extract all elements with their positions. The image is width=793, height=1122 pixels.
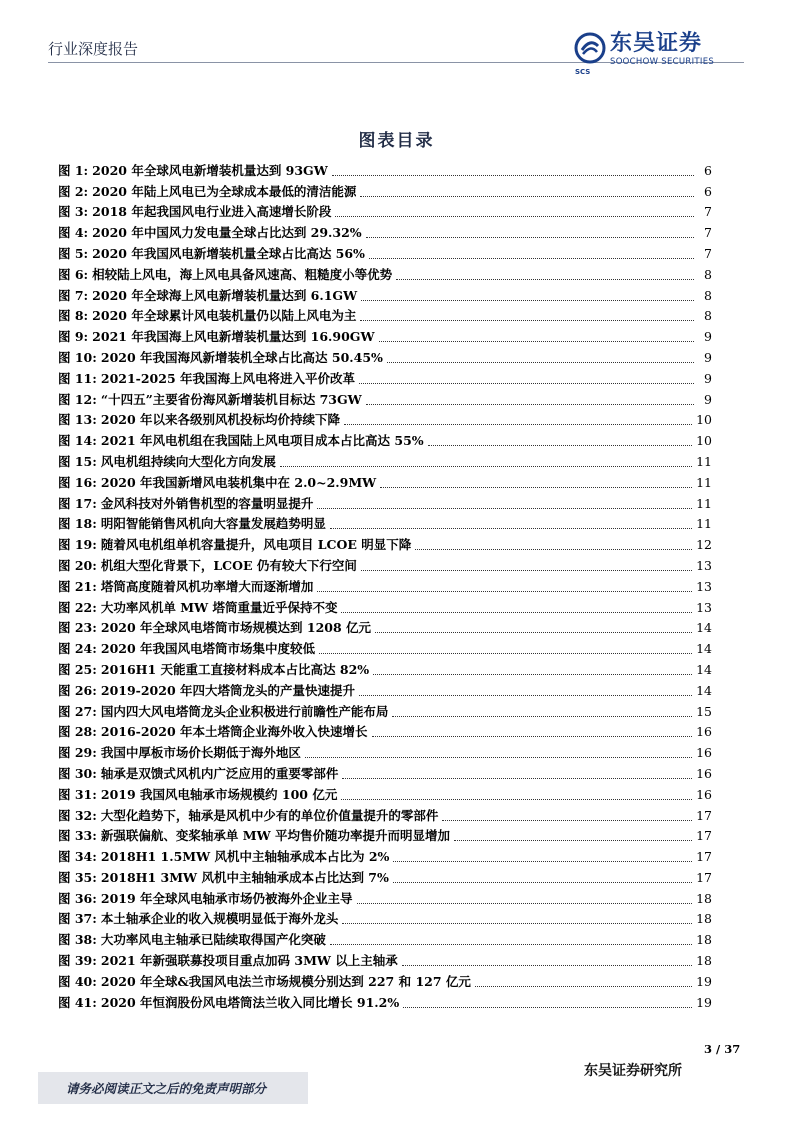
- toc-dot-leader: [317, 591, 692, 592]
- toc-entry-caption: 塔筒高度随着风机功率增大而逐渐增加: [100, 578, 314, 594]
- toc-dot-leader: [392, 716, 692, 717]
- toc-entry-page: 18: [696, 953, 712, 969]
- toc-entry-page: 17: [696, 869, 712, 885]
- figure-list: [58, 158, 712, 1011]
- toc-entry-caption: 2020 年全球风电新增装机量达到 93GW: [92, 162, 328, 178]
- toc-entry-caption: 随着风电机组单机容量提升，风电项目 LCOE 明显下降: [100, 537, 412, 553]
- toc-dot-leader: [403, 1007, 692, 1008]
- toc-entry-label: 图 18:: [58, 516, 97, 532]
- toc-entry-caption: “十四五”主要省份海风新增装机目标达 73GW: [100, 391, 362, 407]
- toc-entry-caption: 2019 我国风电轴承市场规模约 100 亿元: [100, 786, 338, 802]
- toc-entry[interactable]: [58, 220, 712, 241]
- toc-entry-caption: 2019 年全球风电轴承市场仍被海外企业主导: [100, 890, 353, 906]
- toc-entry-label: 图 30:: [58, 765, 97, 781]
- toc-entry[interactable]: [58, 449, 712, 470]
- toc-entry[interactable]: [58, 241, 712, 262]
- toc-entry-page: 18: [696, 890, 712, 906]
- toc-entry[interactable]: [58, 927, 712, 948]
- toc-dot-leader: [372, 736, 693, 737]
- toc-entry-label: 图 27:: [58, 703, 97, 719]
- toc-dot-leader: [341, 799, 692, 800]
- toc-entry-page: 19: [696, 994, 712, 1010]
- toc-entry[interactable]: [58, 345, 712, 366]
- toc-entry[interactable]: [58, 262, 712, 283]
- toc-dot-leader: [379, 341, 694, 342]
- toc-entry[interactable]: [58, 657, 712, 678]
- toc-entry-page: 11: [696, 516, 712, 532]
- toc-entry-caption: 机组大型化背景下，LCOE 仍有较大下行空间: [100, 557, 357, 573]
- toc-entry-label: 图 17:: [58, 495, 97, 511]
- company-logo: [574, 31, 715, 76]
- toc-entry-page: 16: [696, 745, 712, 761]
- toc-entry-label: 图 32:: [58, 807, 97, 823]
- toc-entry-label: 图 41:: [58, 994, 97, 1010]
- toc-entry-page: 11: [696, 495, 712, 511]
- toc-entry-page: 10: [696, 433, 712, 449]
- toc-entry[interactable]: [58, 740, 712, 761]
- toc-entry-caption: 2020 年以来各级别风机投标均价持续下降: [100, 412, 341, 428]
- toc-entry-page: 7: [704, 225, 712, 241]
- toc-entry-label: 图 8:: [58, 308, 89, 324]
- toc-entry-label: 图 2:: [58, 183, 89, 199]
- report-type-label: 行业深度报告: [48, 40, 139, 58]
- toc-entry[interactable]: [58, 595, 712, 616]
- toc-entry-caption: 大功率风机单 MW 塔筒重量近乎保持不变: [100, 599, 338, 615]
- toc-entry-caption: 2020 年全球风电塔筒市场规模达到 1208 亿元: [100, 620, 372, 636]
- toc-entry[interactable]: [58, 387, 712, 408]
- logo-chinese-name: 东吴证券: [610, 31, 703, 56]
- toc-entry[interactable]: [58, 470, 712, 491]
- toc-dot-leader: [415, 549, 692, 550]
- toc-entry[interactable]: [58, 636, 712, 657]
- toc-entry[interactable]: [58, 512, 712, 533]
- toc-entry[interactable]: [58, 158, 712, 179]
- toc-entry-caption: 2021 年风电机组在我国陆上风电项目成本占比高达 55%: [100, 433, 424, 449]
- toc-entry-page: 7: [704, 245, 712, 261]
- toc-dot-leader: [359, 695, 692, 696]
- logo-english-name: SOOCHOW SECURITIES: [610, 57, 715, 67]
- toc-entry-page: 9: [704, 349, 712, 365]
- toc-entry-page: 19: [696, 973, 712, 989]
- toc-entry-caption: 新强联偏航、变桨轴承单 MW 平均售价随功率提升而明显增加: [100, 828, 450, 844]
- toc-entry-label: 图 40:: [58, 973, 97, 989]
- toc-entry[interactable]: [58, 865, 712, 886]
- toc-dot-leader: [317, 508, 692, 509]
- toc-entry-caption: 2021 年我国海上风电新增装机量达到 16.90GW: [92, 329, 375, 345]
- footer-disclaimer: 请务必阅读正文之后的免责声明部分: [66, 1081, 267, 1096]
- toc-dot-leader: [454, 840, 692, 841]
- page-indicator: 3 / 37: [704, 1042, 741, 1056]
- toc-entry-caption: 2016H1 天能重工直接材料成本占比高达 82%: [100, 661, 370, 677]
- toc-dot-leader: [344, 424, 692, 425]
- toc-entry-page: 15: [696, 703, 712, 719]
- toc-dot-leader: [366, 404, 694, 405]
- toc-dot-leader: [357, 903, 693, 904]
- toc-dot-leader: [369, 258, 694, 259]
- toc-dot-leader: [330, 528, 692, 529]
- toc-entry-caption: 相较陆上风电，海上风电具备风速高、粗糙度小等优势: [92, 266, 393, 282]
- toc-entry-label: 图 29:: [58, 745, 97, 761]
- toc-dot-leader: [359, 383, 694, 384]
- toc-entry-page: 14: [696, 641, 712, 657]
- toc-entry-label: 图 15:: [58, 453, 97, 469]
- toc-entry-page: 6: [704, 183, 712, 199]
- toc-dot-leader: [341, 612, 692, 613]
- toc-entry-label: 图 38:: [58, 932, 97, 948]
- toc-entry-caption: 本土轴承企业的收入规模明显低于海外龙头: [100, 911, 339, 927]
- toc-entry-label: 图 37:: [58, 911, 97, 927]
- toc-entry-label: 图 10:: [58, 349, 97, 365]
- toc-dot-leader: [393, 882, 692, 883]
- toc-entry-page: 13: [696, 599, 712, 615]
- toc-entry-page: 7: [704, 204, 712, 220]
- toc-dot-leader: [380, 487, 692, 488]
- toc-dot-leader: [393, 861, 692, 862]
- toc-entry[interactable]: [58, 304, 712, 325]
- toc-entry-page: 18: [696, 911, 712, 927]
- toc-dot-leader: [360, 320, 694, 321]
- toc-entry-label: 图 26:: [58, 682, 97, 698]
- toc-dot-leader: [387, 362, 694, 363]
- footer-organization: 东吴证券研究所: [584, 1063, 682, 1079]
- toc-entry[interactable]: [58, 844, 712, 865]
- toc-entry[interactable]: [58, 574, 712, 595]
- toc-entry-label: 图 6:: [58, 266, 89, 282]
- toc-entry[interactable]: [58, 678, 712, 699]
- toc-entry-caption: 2020 年我国海风新增装机全球占比高达 50.45%: [100, 349, 383, 365]
- toc-entry-label: 图 36:: [58, 890, 97, 906]
- toc-entry-caption: 2020 年恒润股份风电塔筒法兰收入同比增长 91.2%: [100, 994, 400, 1010]
- toc-entry[interactable]: [58, 408, 712, 429]
- toc-dot-leader: [373, 674, 692, 675]
- toc-entry[interactable]: [58, 886, 712, 907]
- toc-entry-page: 11: [696, 474, 712, 490]
- toc-entry[interactable]: [58, 782, 712, 803]
- toc-title: 图表目录: [358, 131, 435, 151]
- toc-entry-page: 17: [696, 828, 712, 844]
- toc-entry[interactable]: [58, 324, 712, 345]
- toc-entry-page: 8: [704, 266, 712, 282]
- toc-entry-label: 图 28:: [58, 724, 97, 740]
- toc-dot-leader: [335, 216, 694, 217]
- toc-entry-page: 9: [704, 329, 712, 345]
- toc-entry-caption: 2020 年全球累计风电装机量仍以陆上风电为主: [92, 308, 357, 324]
- toc-entry-label: 图 1:: [58, 162, 89, 178]
- logo-abbreviation: SCS: [575, 68, 591, 76]
- toc-entry-label: 图 21:: [58, 578, 97, 594]
- toc-entry-label: 图 7:: [58, 287, 89, 303]
- toc-entry-caption: 轴承是双馈式风机内广泛应用的重要零部件: [100, 765, 339, 781]
- toc-entry-label: 图 11:: [58, 370, 97, 386]
- toc-entry-label: 图 24:: [58, 641, 97, 657]
- toc-entry-page: 8: [704, 308, 712, 324]
- toc-dot-leader: [342, 778, 692, 779]
- toc-entry[interactable]: [58, 491, 712, 512]
- toc-entry[interactable]: [58, 948, 712, 969]
- toc-dot-leader: [280, 466, 692, 467]
- toc-entry-caption: 明阳智能销售风机向大容量发展趋势明显: [100, 516, 326, 532]
- toc-entry-caption: 2019-2020 年四大塔筒龙头的产量快速提升: [100, 682, 355, 698]
- toc-entry-page: 14: [696, 682, 712, 698]
- toc-dot-leader: [361, 570, 692, 571]
- toc-entry-caption: 2020 年我国风电塔筒市场集中度较低: [100, 641, 316, 657]
- toc-dot-leader: [361, 300, 694, 301]
- toc-entry-page: 10: [696, 412, 712, 428]
- toc-entry[interactable]: [58, 428, 712, 449]
- toc-dot-leader: [428, 445, 692, 446]
- toc-entry[interactable]: [58, 366, 712, 387]
- toc-entry-page: 14: [696, 661, 712, 677]
- toc-entry-page: 9: [704, 391, 712, 407]
- toc-entry-label: 图 20:: [58, 557, 97, 573]
- toc-entry[interactable]: [58, 990, 712, 1011]
- toc-entry-page: 6: [704, 162, 712, 178]
- toc-entry[interactable]: [58, 803, 712, 824]
- toc-entry[interactable]: [58, 720, 712, 741]
- toc-entry-page: 16: [696, 724, 712, 740]
- toc-entry-page: 14: [696, 620, 712, 636]
- toc-dot-leader: [305, 757, 692, 758]
- toc-entry-page: 13: [696, 578, 712, 594]
- toc-entry-caption: 大功率风电主轴承已陆续取得国产化突破: [100, 932, 326, 948]
- toc-dot-leader: [360, 196, 694, 197]
- toc-entry-caption: 国内四大风电塔筒龙头企业积极进行前瞻性产能布局: [100, 703, 389, 719]
- toc-entry-label: 图 4:: [58, 225, 89, 241]
- toc-entry-label: 图 3:: [58, 204, 89, 220]
- toc-entry-caption: 风电机组持续向大型化方向发展: [100, 453, 276, 469]
- toc-entry-page: 17: [696, 807, 712, 823]
- toc-entry-label: 图 34:: [58, 849, 97, 865]
- toc-dot-leader: [396, 279, 694, 280]
- toc-entry-label: 图 16:: [58, 474, 97, 490]
- toc-entry[interactable]: [58, 969, 712, 990]
- toc-dot-leader: [366, 237, 694, 238]
- toc-entry-caption: 2021-2025 年我国海上风电将进入平价改革: [100, 370, 355, 386]
- toc-entry-caption: 2018H1 3MW 风机中主轴轴承成本占比达到 7%: [100, 869, 389, 885]
- toc-entry[interactable]: [58, 699, 712, 720]
- toc-dot-leader: [375, 632, 692, 633]
- toc-entry[interactable]: [58, 532, 712, 553]
- toc-dot-leader: [332, 175, 694, 176]
- toc-entry[interactable]: [58, 553, 712, 574]
- toc-entry-label: 图 25:: [58, 661, 97, 677]
- toc-entry[interactable]: [58, 283, 712, 304]
- toc-entry-label: 图 39:: [58, 953, 97, 969]
- toc-entry[interactable]: [58, 179, 712, 200]
- toc-entry-page: 12: [696, 537, 712, 553]
- toc-entry-label: 图 19:: [58, 537, 97, 553]
- toc-entry-label: 图 22:: [58, 599, 97, 615]
- toc-entry-page: 9: [704, 370, 712, 386]
- toc-dot-leader: [402, 965, 692, 966]
- toc-dot-leader: [442, 820, 692, 821]
- toc-dot-leader: [342, 923, 692, 924]
- toc-entry-caption: 2016-2020 年本土塔筒企业海外收入快速增长: [100, 724, 368, 740]
- toc-entry-caption: 2020 年我国风电新增装机量全球占比高达 56%: [92, 245, 365, 261]
- toc-entry-caption: 大型化趋势下，轴承是风机中少有的单位价值量提升的零部件: [100, 807, 439, 823]
- toc-entry-label: 图 5:: [58, 245, 89, 261]
- toc-entry-caption: 2020 年我国新增风电装机集中在 2.0~2.9MW: [100, 474, 377, 490]
- toc-entry-label: 图 14:: [58, 433, 97, 449]
- toc-entry-caption: 我国中厚板市场价长期低于海外地区: [100, 745, 301, 761]
- toc-entry[interactable]: [58, 616, 712, 637]
- toc-dot-leader: [319, 653, 692, 654]
- toc-entry-caption: 金风科技对外销售机型的容量明显提升: [100, 495, 314, 511]
- toc-entry-caption: 2020 年中国风力发电量全球占比达到 29.32%: [92, 225, 362, 241]
- toc-dot-leader: [475, 986, 692, 987]
- toc-entry[interactable]: [58, 824, 712, 845]
- toc-entry-page: 18: [696, 932, 712, 948]
- toc-entry[interactable]: [58, 761, 712, 782]
- toc-entry-caption: 2020 年全球海上风电新增装机量达到 6.1GW: [92, 287, 358, 303]
- toc-entry-label: 图 12:: [58, 391, 97, 407]
- toc-entry-page: 13: [696, 557, 712, 573]
- toc-entry-page: 17: [696, 849, 712, 865]
- toc-entry-caption: 2018 年起我国风电行业进入高速增长阶段: [92, 204, 332, 220]
- toc-entry-caption: 2020 年陆上风电已为全球成本最低的清洁能源: [92, 183, 357, 199]
- toc-entry-label: 图 13:: [58, 412, 97, 428]
- toc-entry-caption: 2021 年新强联募投项目重点加码 3MW 以上主轴承: [100, 953, 398, 969]
- toc-entry-caption: 2020 年全球&我国风电法兰市场规模分别达到 227 和 127 亿元: [100, 973, 471, 989]
- toc-entry-page: 8: [704, 287, 712, 303]
- toc-entry[interactable]: [58, 907, 712, 928]
- toc-dot-leader: [330, 944, 692, 945]
- toc-entry-label: 图 23:: [58, 620, 97, 636]
- soochow-logo-icon: [574, 32, 606, 64]
- toc-entry[interactable]: [58, 200, 712, 221]
- toc-entry-page: 11: [696, 453, 712, 469]
- toc-entry-page: 16: [696, 786, 712, 802]
- toc-entry-caption: 2018H1 1.5MW 风机中主轴轴承成本占比为 2%: [100, 849, 390, 865]
- toc-entry-page: 16: [696, 765, 712, 781]
- toc-entry-label: 图 33:: [58, 828, 97, 844]
- toc-entry-label: 图 9:: [58, 329, 89, 345]
- toc-entry-label: 图 35:: [58, 869, 97, 885]
- toc-entry-label: 图 31:: [58, 786, 97, 802]
